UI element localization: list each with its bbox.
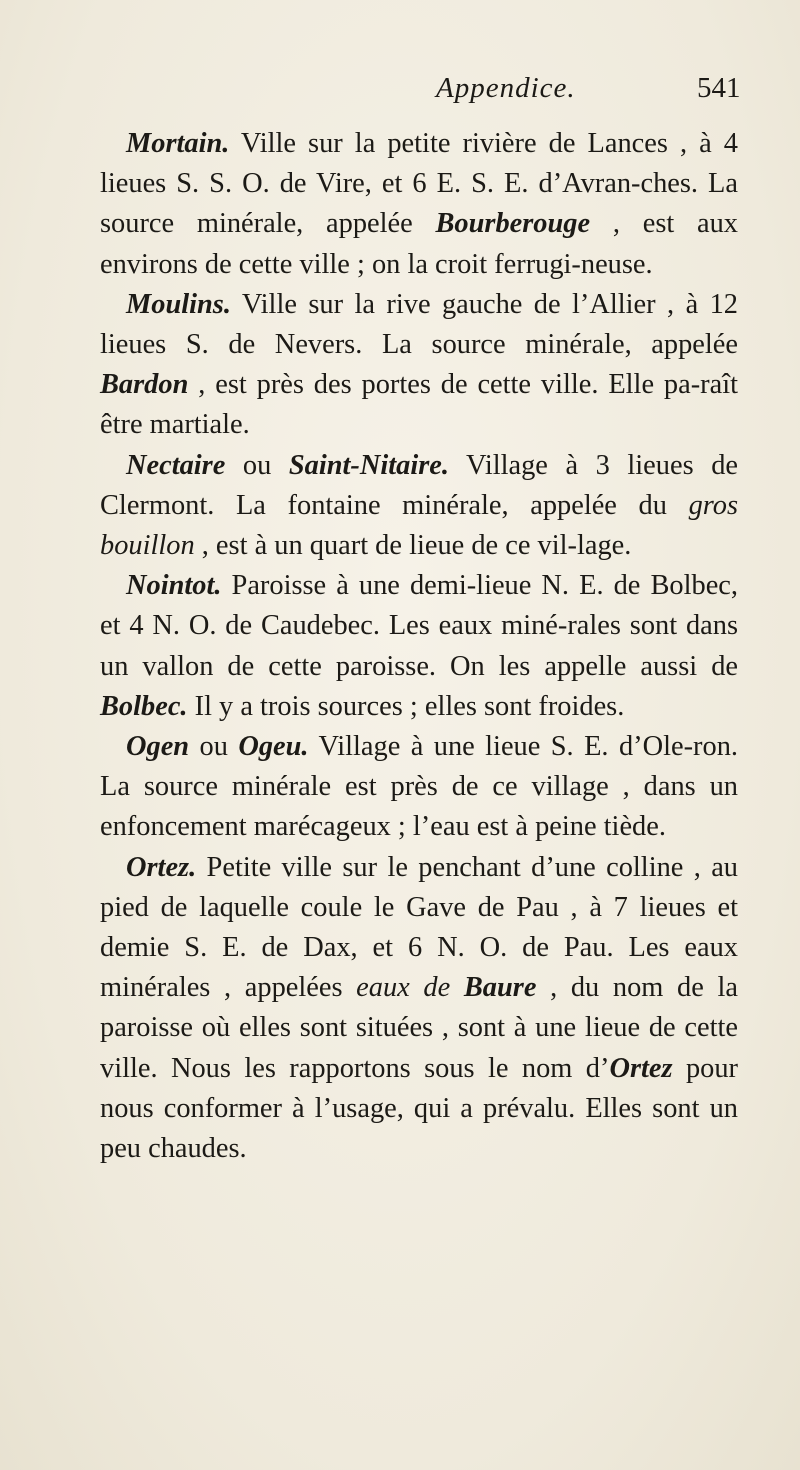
dictionary-entry	[100, 285, 738, 446]
entry-term: Nectaire	[126, 449, 226, 481]
entry-text: Paroisse à une demi-lieue N. E. de Bolbec, et 4 N. O. de Caudebec. Les eaux miné-rales sont dans un vallon de cette paroisse. On les appelle aussi de	[100, 570, 738, 682]
entry-text: Village à 3 lieues de Clermont. La fontaine minérale, appelée du	[100, 449, 738, 521]
entry-term: Bolbec.	[100, 690, 188, 722]
entry-term: Moulins.	[126, 288, 231, 320]
entry-text: Ville sur la petite rivière de Lances , à 4 lieues S. S. O. de Vire, et 6 E. S. E. d’Avran-ches. La source minérale, appelée	[100, 128, 738, 240]
dictionary-entry	[100, 566, 738, 727]
entry-term: Ortez.	[126, 851, 197, 883]
entry-text: Ville sur la rive gauche de l’Allier , à 12 lieues S. de Nevers. La source minérale, appelée	[100, 288, 738, 361]
entry-term: Saint-Nitaire.	[288, 449, 449, 481]
page-number: 541	[697, 72, 741, 104]
entry-term: Ortez	[609, 1052, 673, 1084]
entry-text: , est aux environs de cette ville ; on la croit ferrugi-neuse.	[100, 208, 739, 280]
running-title: Appendice.	[436, 72, 576, 104]
entry-term: Bardon	[100, 369, 189, 401]
running-head	[0, 72, 800, 112]
entry-text: ou	[225, 449, 289, 481]
entry-term: Mortain.	[126, 128, 230, 159]
dictionary-entry	[100, 124, 738, 285]
dictionary-entry	[100, 446, 738, 567]
entry-text: Petite ville sur le penchant d’une colline , au pied de laquelle coule le Gave de Pau , à 7 lieues et demie S. E. de Dax, et 6 N. O. de Pau. Les eaux minérales , appelées	[100, 851, 738, 1004]
entry-term: Nointot.	[126, 570, 222, 602]
entry-text: Il y a trois sources ; elles sont froides.	[187, 690, 625, 722]
entry-text: , est près des portes de cette ville. Elle pa-raît être martiale.	[100, 369, 738, 441]
entry-text: ou	[189, 731, 239, 763]
entry-term: Ogen	[126, 731, 190, 763]
dictionary-entry	[100, 727, 738, 848]
entry-term: Bourberouge	[435, 208, 591, 240]
text-body	[100, 124, 738, 1169]
entry-text	[450, 972, 464, 1003]
entry-text: , du nom de la paroisse où elles sont situées , sont à une lieue de cette ville. Nous les rapportons sous le nom d’	[100, 972, 738, 1084]
italic-phrase: gros bouillon	[100, 489, 738, 562]
entry-text: Village à une lieue S. E. d’Ole-ron. La source minérale est près de ce village , dans un enfoncement marécageux ; l’eau est à peine tiède.	[100, 731, 738, 843]
entry-text: , est à un quart de lieue de ce vil-lage.	[194, 530, 632, 562]
entry-text: pour nous conformer à l’usage, qui a prévalu. Elles sont un peu chaudes.	[100, 1052, 738, 1165]
dictionary-entry	[100, 848, 738, 1170]
entry-term: Ogeu.	[238, 731, 309, 763]
entry-term: Baure	[463, 972, 537, 1004]
italic-phrase: eaux de	[356, 972, 451, 1004]
